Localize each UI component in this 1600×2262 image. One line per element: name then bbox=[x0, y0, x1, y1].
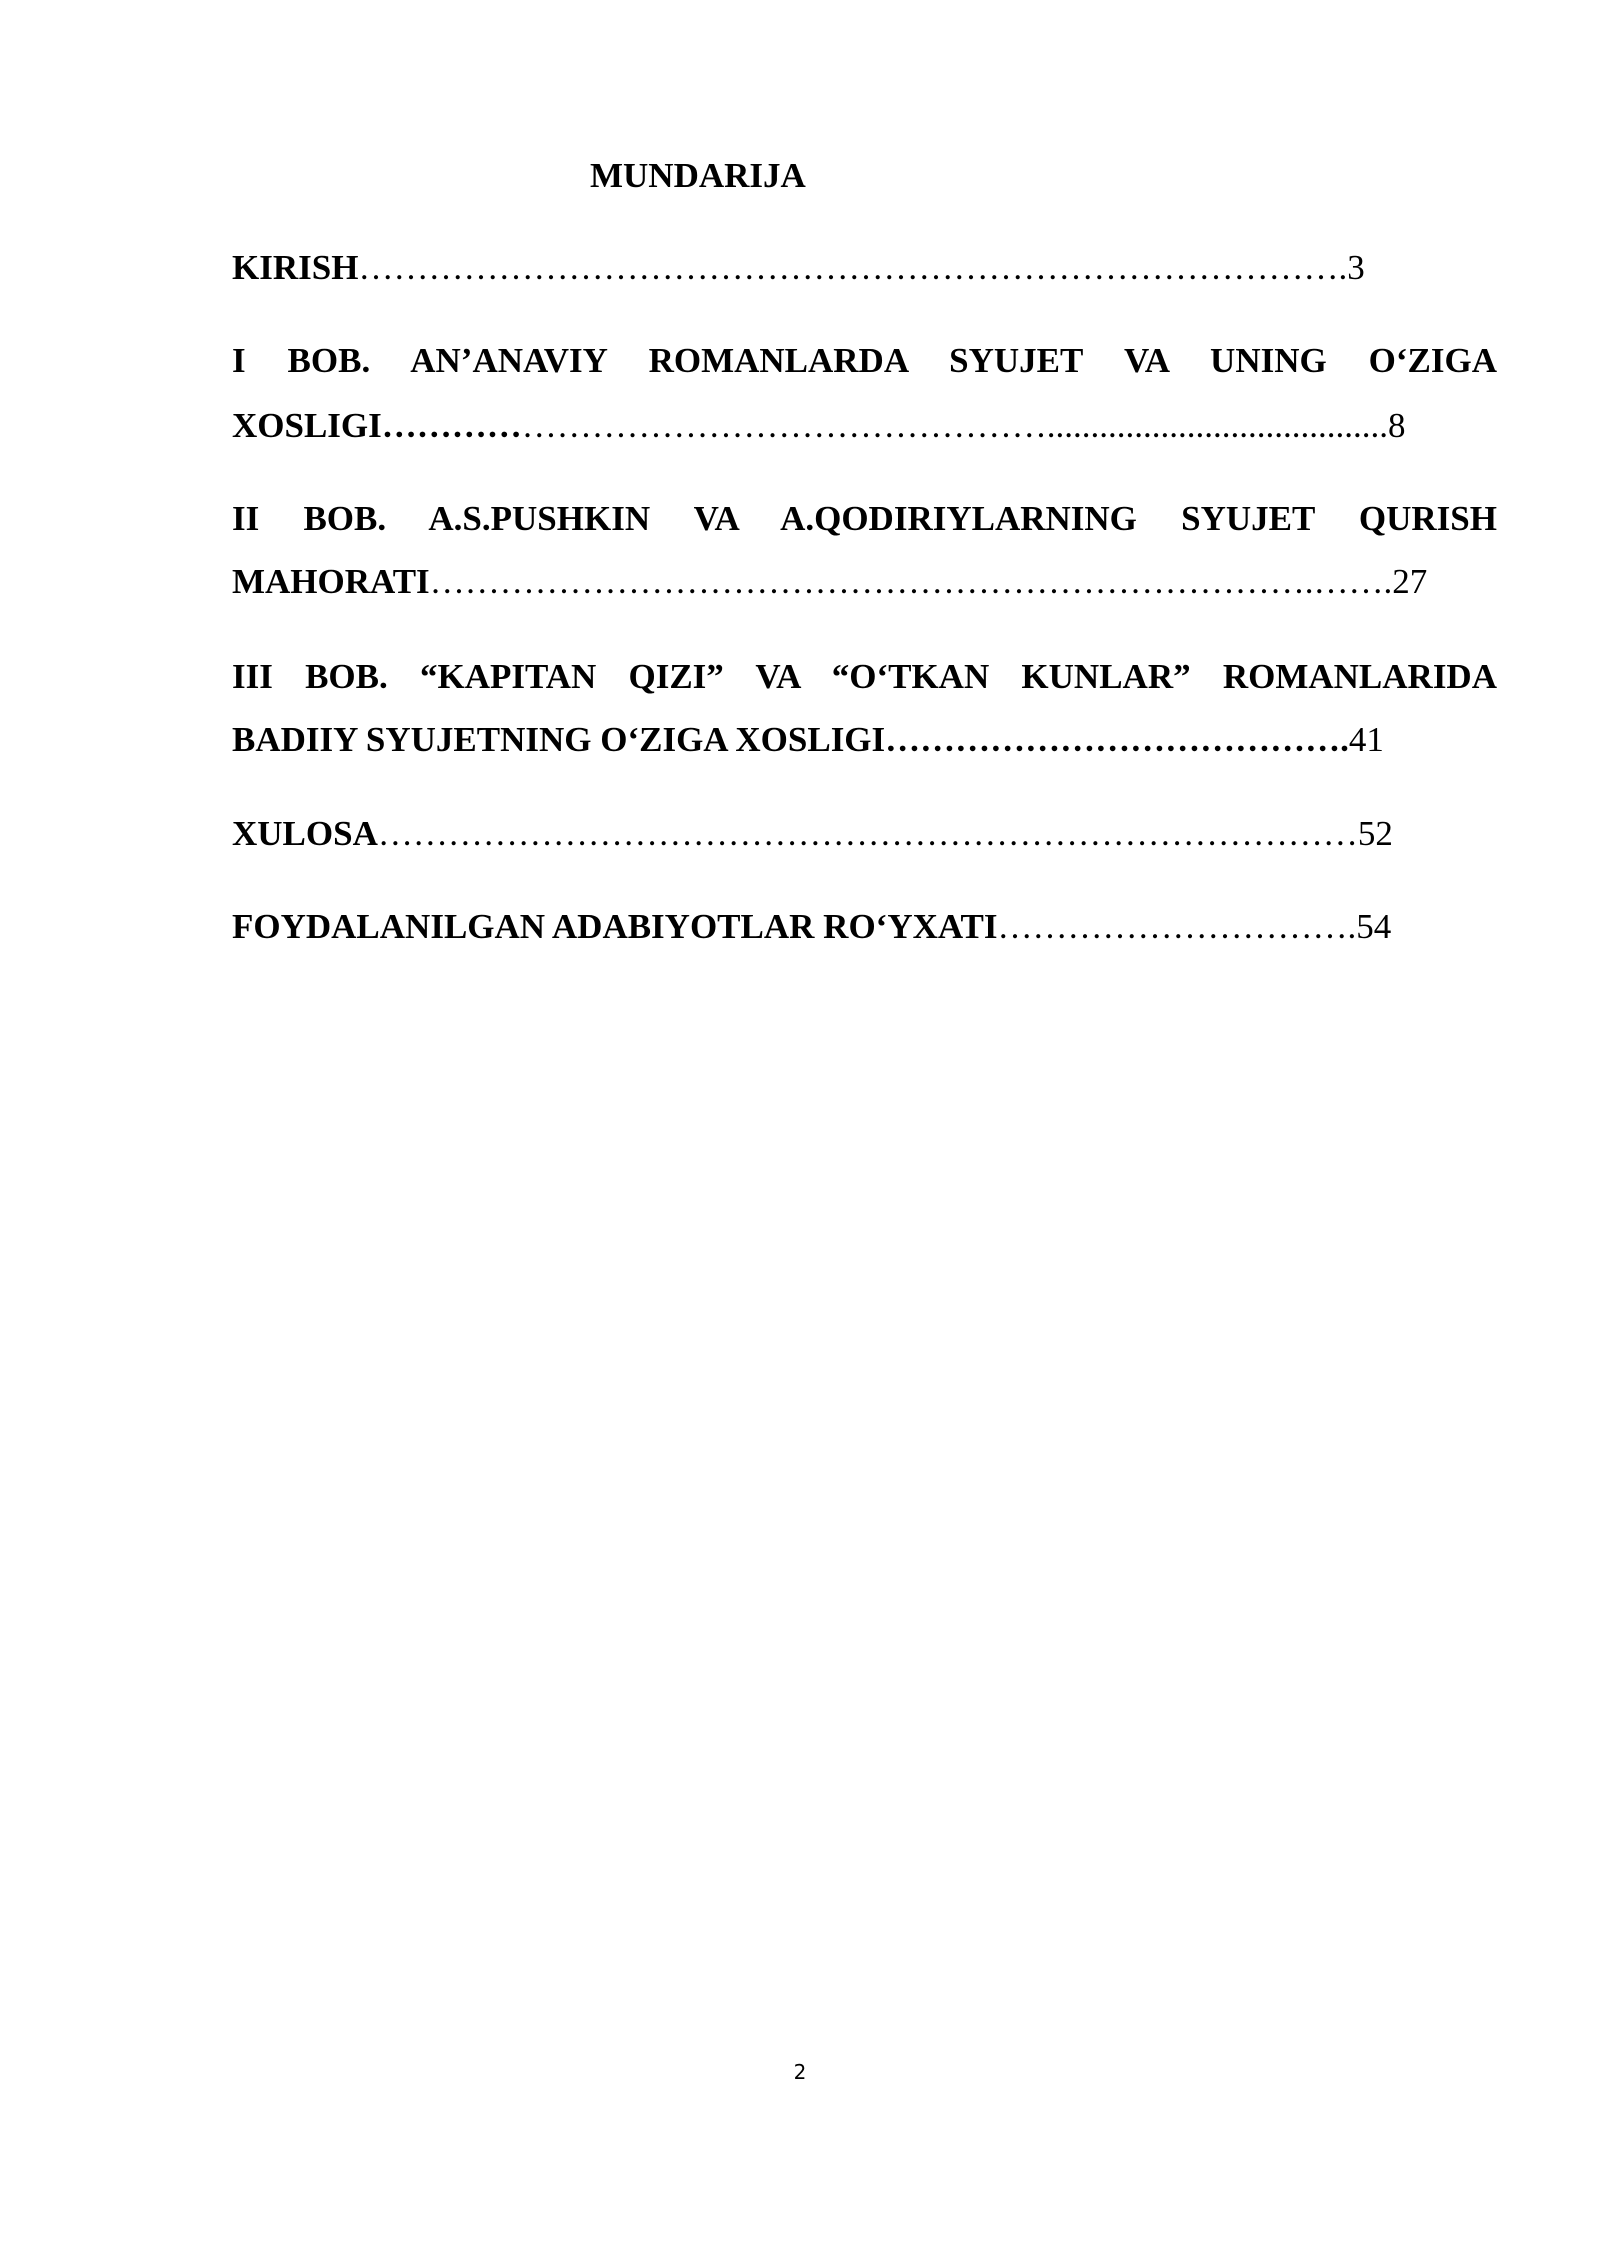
page-title: MUNDARIJA bbox=[590, 156, 806, 195]
toc-entry-title: XULOSA bbox=[232, 814, 378, 853]
toc-entry-page: 27 bbox=[1392, 562, 1428, 601]
toc-entry-leader: ………………………………………………………………………… bbox=[377, 814, 1358, 853]
toc-entry-title-line2: MAHORATI bbox=[232, 562, 430, 601]
toc-entry-adabiyotlar[interactable] bbox=[232, 903, 1391, 951]
page-number: 2 bbox=[793, 2060, 807, 2084]
toc-entry-leader: ………………………………………………………………….……. bbox=[429, 562, 1393, 601]
toc-entry-title-line1: I BOB. AN’ANAVIY ROMANLARDA SYUJET VA UNING O‘ZIGA bbox=[232, 341, 1497, 380]
toc-entry-title-line2: BADIIY SYUJETNING O‘ZIGA XOSLIGI bbox=[232, 720, 886, 759]
toc-entry-leader: ………………………………………....................................... bbox=[521, 406, 1389, 445]
toc-entry-page: 54 bbox=[1356, 907, 1392, 946]
toc-entry-page: 41 bbox=[1348, 720, 1384, 759]
toc-entry-kirish[interactable] bbox=[232, 244, 1365, 292]
toc-entry-title: KIRISH bbox=[232, 248, 359, 287]
toc-entry-xulosa[interactable] bbox=[232, 810, 1393, 858]
toc-entry-leader-bold: ………… bbox=[381, 406, 522, 445]
toc-entry-title-line1: II BOB. A.S.PUSHKIN VA A.QODIRIYLARNING SYUJET QURISH bbox=[232, 499, 1497, 538]
toc-entry-line2 bbox=[232, 402, 1406, 450]
toc-entry-line2 bbox=[232, 716, 1384, 764]
toc-entry-title-line2: XOSLIGI bbox=[232, 406, 382, 445]
toc-entry-leader-bold: …………………………………. bbox=[885, 720, 1349, 759]
toc-entry-title-line1: III BOB. “KAPITAN QIZI” VA “O‘TKAN KUNLAR” ROMANLARIDA bbox=[232, 657, 1497, 696]
toc-entry-line2 bbox=[232, 558, 1427, 606]
toc-entry-title: FOYDALANILGAN ADABIYOTLAR RO‘YXATI bbox=[232, 907, 998, 946]
toc-entry-page: 8 bbox=[1388, 406, 1406, 445]
toc-entry-page: 3 bbox=[1347, 248, 1365, 287]
toc-entry-leader: …………………………………………………………………………. bbox=[358, 248, 1348, 287]
toc-entry-leader: …………………………. bbox=[997, 907, 1357, 946]
toc-entry-page: 52 bbox=[1357, 814, 1393, 853]
